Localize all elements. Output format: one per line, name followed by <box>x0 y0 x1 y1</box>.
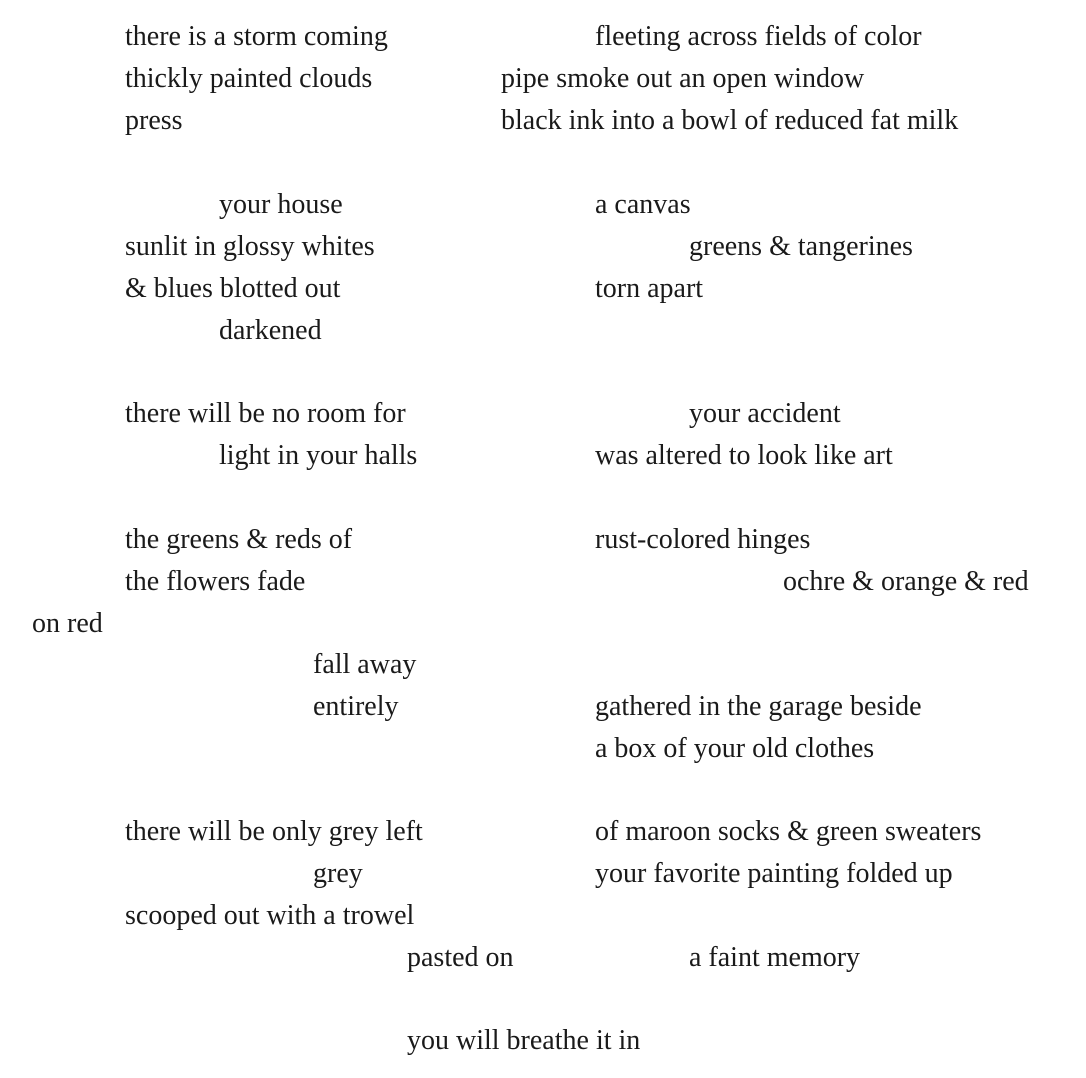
poem-line: a faint memory <box>689 942 861 973</box>
poem-line: a canvas <box>595 189 691 220</box>
poem-line: your accident <box>689 398 841 429</box>
poem-line: the flowers fade <box>125 566 306 597</box>
poem-line: & blues blotted out <box>125 273 341 304</box>
poem-line: of maroon socks & green sweaters <box>595 816 982 847</box>
poem-line: grey <box>313 858 363 889</box>
poem-line: sunlit in glossy whites <box>125 231 375 262</box>
poem-line: the greens & reds of <box>125 524 353 555</box>
poem-line: you will breathe it in <box>407 1025 641 1056</box>
poem-line: your favorite painting folded up <box>595 858 953 889</box>
poem-line: torn apart <box>595 273 704 304</box>
poem-line: greens & tangerines <box>689 231 913 262</box>
poem-line: there will be no room for <box>125 398 406 429</box>
poem-line: gathered in the garage beside <box>595 691 922 722</box>
poem-line: fall away <box>313 649 417 680</box>
poem-line: pasted on <box>407 942 514 973</box>
poem-line: rust-colored hinges <box>595 524 811 555</box>
poem-line: entirely <box>313 691 399 722</box>
poem-line: was altered to look like art <box>595 440 893 471</box>
poem-line: there is a storm coming <box>125 21 388 52</box>
poem-line: pipe smoke out an open window <box>501 63 865 94</box>
poem-line: there will be only grey left <box>125 816 423 847</box>
poem-line: scooped out with a trowel <box>125 900 415 931</box>
poem-line: thickly painted clouds <box>125 63 373 94</box>
poem-line: darkened <box>219 315 322 346</box>
poem-line: light in your halls <box>219 440 418 471</box>
poem-line: on red <box>32 608 103 639</box>
poem-line: press <box>125 105 183 136</box>
poem-line: black ink into a bowl of reduced fat milk <box>501 105 959 136</box>
poem-line: a box of your old clothes <box>595 733 875 764</box>
poem-line: ochre & orange & red <box>783 566 1029 597</box>
poem-line: fleeting across fields of color <box>595 21 922 52</box>
poem-line: your house <box>219 189 343 220</box>
